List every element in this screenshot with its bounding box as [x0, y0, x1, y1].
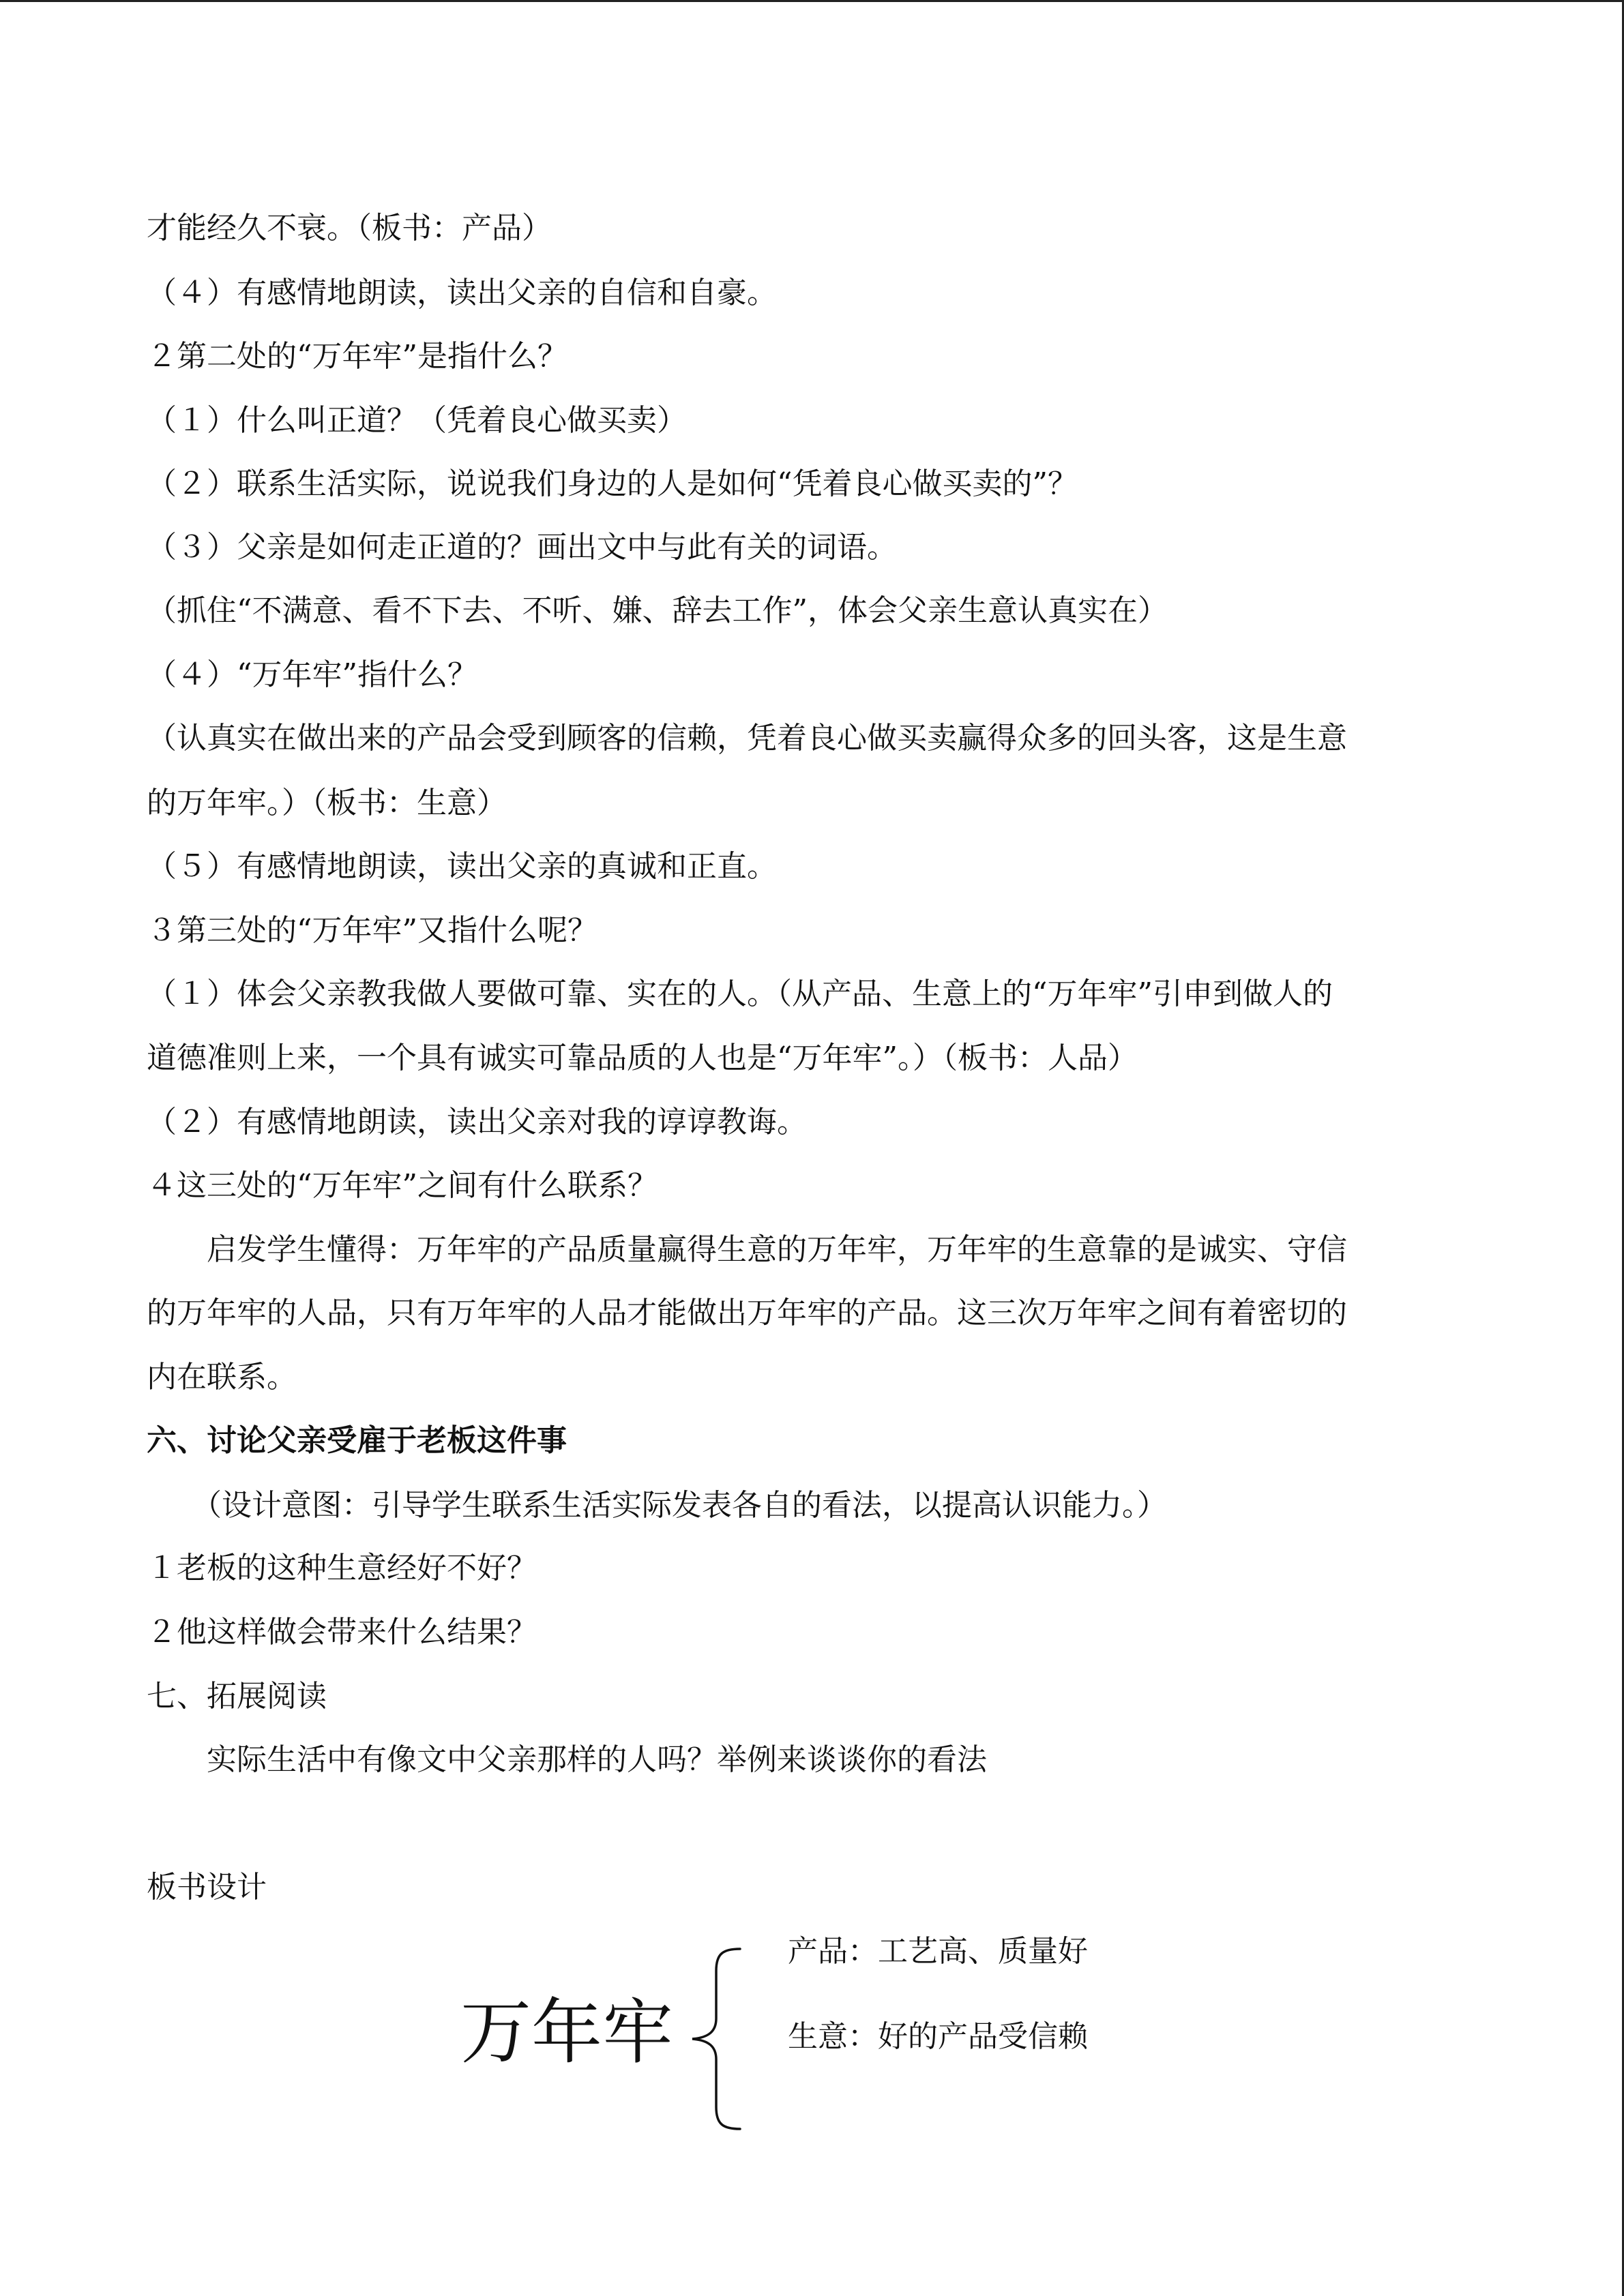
section-heading: 七、拓展阅读 [147, 1679, 327, 1714]
text-line: ４这三处的“万年牢”之间有什么联系？ [147, 1168, 658, 1203]
text-line: （５）有感情地朗读，读出父亲的真诚和正直。 [147, 849, 777, 884]
text-line: （２）联系生活实际，说说我们身边的人是如何“凭着良心做买卖的”？ [147, 466, 1078, 501]
text-line: 的万年牢。）（板书：生意） [147, 786, 507, 820]
text-line: ２他这样做会带来什么结果？ [147, 1615, 537, 1650]
board-design-heading: 板书设计 [147, 1870, 267, 1905]
text-line: 内在联系。 [147, 1360, 297, 1395]
text-line: 实际生活中有像文中父亲那样的人吗？举例来谈谈你的看法 [147, 1742, 987, 1777]
text-line: 才能经久不衰。（板书：产品） [147, 211, 552, 245]
text-line: （抓住“不满意、看不下去、不听、嫌、辞去工作”，体会父亲生意认真实在） [147, 593, 1168, 628]
text-line: 的万年牢的人品，只有万年牢的人品才能做出万年牢的产品。这三次万年牢之间有着密切的 [147, 1296, 1347, 1330]
text-line: （４）“万年牢”指什么？ [147, 657, 477, 692]
text-line: （设计意图：引导学生联系生活实际发表各自的看法，以提高认识能力。） [147, 1488, 1167, 1523]
text-line: 启发学生懂得：万年牢的产品质量赢得生意的万年牢，万年牢的生意靠的是诚实、守信 [147, 1232, 1347, 1267]
text-line: 道德准则上来，一个具有诚实可靠品质的人也是“万年牢”。）（板书：人品） [147, 1041, 1138, 1075]
text-line: ２第二处的“万年牢”是指什么？ [147, 339, 567, 374]
section-heading: 六、讨论父亲受雇于老板这件事 [147, 1423, 567, 1458]
top-border [0, 0, 1624, 2]
text-line: （认真实在做出来的产品会受到顾客的信赖，凭着良心做买卖赢得众多的回头客，这是生意 [147, 721, 1347, 756]
board-design-item: 生意：好的产品受信赖 [788, 2019, 1088, 2054]
board-design-item: 产品：工艺高、质量好 [788, 1934, 1088, 1969]
curly-brace-icon [685, 1943, 747, 2134]
text-line: （３）父亲是如何走正道的？画出文中与此有关的词语。 [147, 530, 897, 565]
text-line: （１）什么叫正道？（凭着良心做买卖） [147, 403, 687, 438]
text-line: ３第三处的“万年牢”又指什么呢？ [147, 913, 597, 948]
board-design-title: 万年牢 [460, 1991, 674, 2074]
text-line: （２）有感情地朗读，读出父亲对我的谆谆教诲。 [147, 1105, 807, 1139]
text-line: （１）体会父亲教我做人要做可靠、实在的人。（从产品、生意上的“万年牢”引申到做人的 [147, 976, 1333, 1011]
text-line: （４）有感情地朗读，读出父亲的自信和自豪。 [147, 275, 777, 310]
text-line: １老板的这种生意经好不好？ [147, 1551, 537, 1585]
